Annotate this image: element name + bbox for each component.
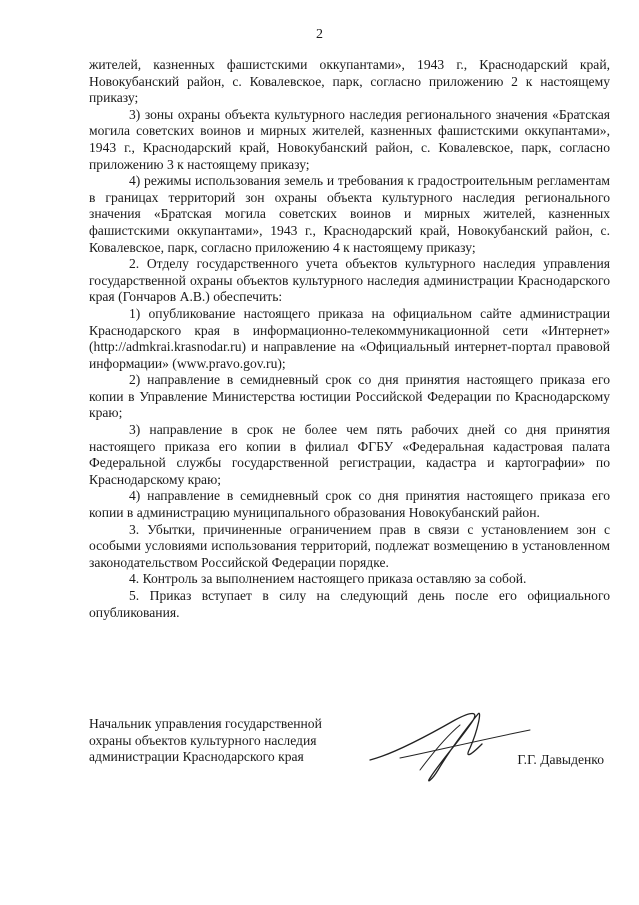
paragraph: 2) направление в семидневный срок со дня принятия настоящего приказа его копии в Управление Министерства юстиции Российской Федерации по Краснодарскому краю; xyxy=(89,372,610,421)
paragraph: жителей, казненных фашистскими оккупантами», 1943 г., Краснодарский край, Новокубанский район, с. Ковалевское, парк, согласно приложению 2 к настоящему приказу; xyxy=(89,57,610,106)
signatory-title-line: Начальник управления государственной xyxy=(89,716,322,731)
paragraph: 3) зоны охраны объекта культурного наследия регионального значения «Братская могила советских воинов и мирных жителей, казненных фашистскими оккупантами», 1943 г., Краснодарский край, Новокубанский район, с. Ковалевское, парк, согласно приложению 3 к настоящему приказу; xyxy=(89,106,610,172)
paragraph: 4. Контроль за выполнением настоящего приказа оставляю за собой. xyxy=(129,571,527,587)
signatory-title-line: охраны объектов культурного наследия xyxy=(89,732,317,748)
page-number: 2 xyxy=(316,27,323,42)
paragraph: 1) опубликование настоящего приказа на официальном сайте администрации Краснодарского края в информационно-телекоммуникационной сети «Интернет» (http://admkrai.krasnodar.ru) и направление на «Официальный интернет-портал правовой информации» (www.pravo.gov.ru); xyxy=(89,305,610,371)
document-body xyxy=(89,57,610,621)
paragraph: 2. Отделу государственного учета объектов культурного наследия управления государственной охраны объектов культурного наследия администрации Краснодарского края (Гончаров А.В.) обеспечить: xyxy=(89,256,610,305)
paragraph: 4) направление в семидневный срок со дня принятия настоящего приказа его копии в администрацию муниципального образования Новокубанский район. xyxy=(89,488,610,521)
signatory-title-line: администрации Краснодарского края xyxy=(89,749,304,765)
paragraph: 3. Убытки, причиненные ограничением прав в связи с установлением зон с особыми условиями использования территорий, подлежат возмещению в установленном законодательством Российской Федерации порядке. xyxy=(89,521,610,570)
paragraph: 3) направление в срок не более чем пять рабочих дней со дня принятия настоящего приказа его копии в филиал ФГБУ «Федеральная кадастровая палата Федеральной службы государственной регистрации, кадастра и картографии» по Краснодарскому краю; xyxy=(89,422,610,487)
signatory-name: Г.Г. Давыденко xyxy=(517,752,604,767)
paragraph: 4) режимы использования земель и требования к градостроительным регламентам в границах территорий зон охраны объекта культурного наследия регионального значения «Братская могила советских воинов и мирных жителей, казненных фашистскими оккупантами», 1943 г., Краснодарский край, Новокубанский район, с. Ковалевское, парк, согласно приложению 4 к настоящему приказу; xyxy=(89,173,610,255)
paragraph: 5. Приказ вступает в силу на следующий день после его официального опубликования. xyxy=(89,588,610,620)
handwritten-signature xyxy=(360,700,540,790)
signatory-title xyxy=(89,716,322,766)
